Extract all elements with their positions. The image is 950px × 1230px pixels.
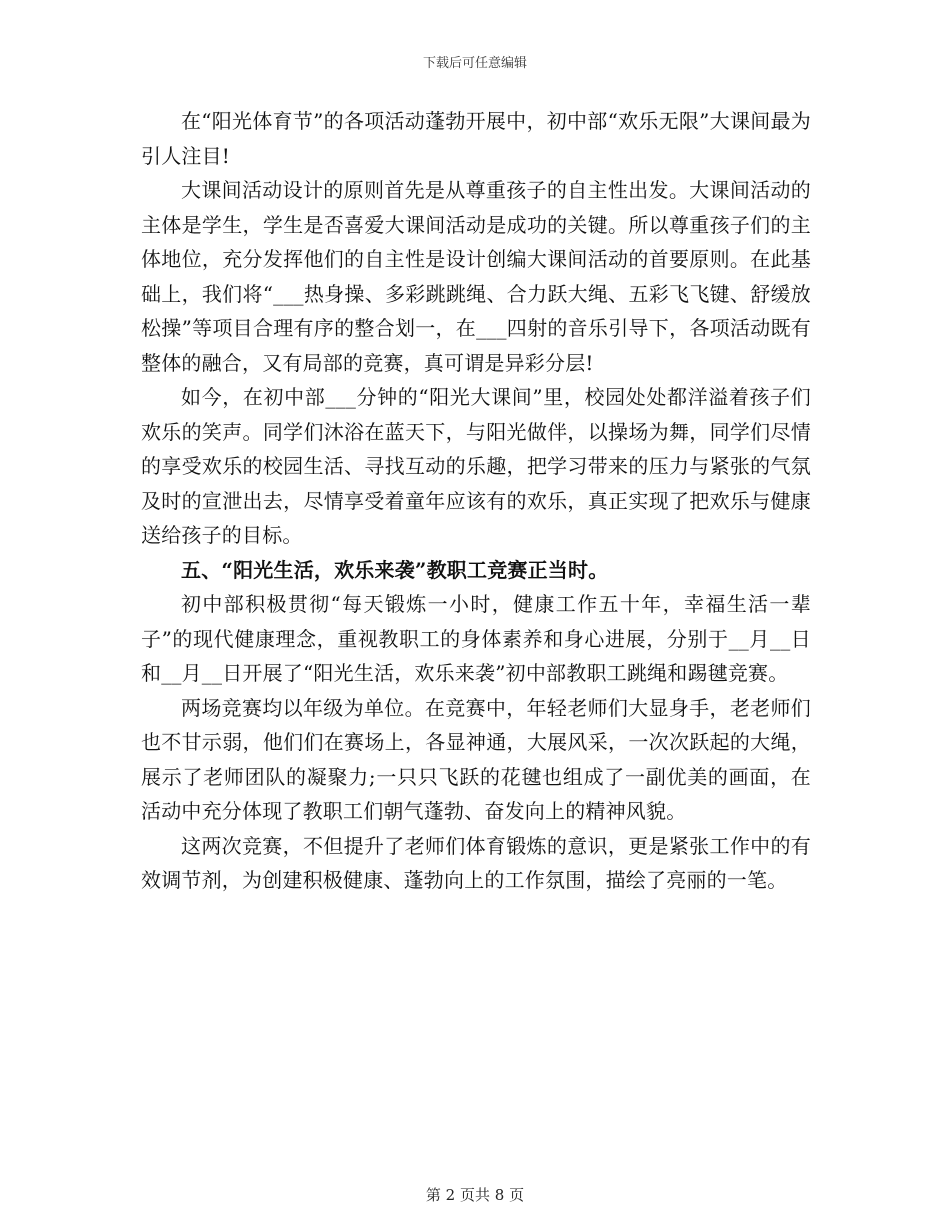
document-body [141, 104, 811, 898]
paragraph-5: 两场竞赛均以年级为单位。在竞赛中，年轻老师们大显身手，老老师们也不甘示弱，他们们在赛场上，各显神通，大展风采，一次次跃起的大绳，展示了老师团队的凝聚力;一只只飞跃的花毽也组成了一副优美的画面，在活动中充分体现了教职工们朝气蓬勃、奋发向上的精神风貌。 [141, 695, 811, 823]
paragraph-3: 如今，在初中部___分钟的“阳光大课间”里，校园处处都洋溢着孩子们欢乐的笑声。同学们沐浴在蓝天下，与阳光做伴，以操场为舞，同学们尽情的享受欢乐的校园生活、寻找互动的乐趣，把学习带来的压力与紧张的气氛及时的宣泄出去，尽情享受着童年应该有的欢乐，真正实现了把欢乐与健康送给孩子的目标。 [141, 385, 811, 547]
page-header: 下载后可任意编辑 [422, 56, 527, 71]
paragraph-2: 大课间活动设计的原则首先是从尊重孩子的自主性出发。大课间活动的主体是学生，学生是否喜爱大课间活动是成功的关键。所以尊重孩子们的主体地位，充分发挥他们的自主性是设计创编大课间活动的首要原则。在此基础上，我们将“___热身操、多彩跳跳绳、合力跃大绳、五彩飞飞键、舒缓放松操”等项目合理有序的整合划一，在___四射的音乐引导下，各项活动既有整体的融合，又有局部的竞赛，真可谓是异彩分层! [141, 178, 811, 375]
paragraph-1: 在“阳光体育节”的各项活动蓬勃开展中，初中部“欢乐无限”大课间最为引人注目! [141, 109, 811, 168]
paragraph-6: 这两次竞赛，不但提升了老师们体育锻炼的意识，更是紧张工作中的有效调节剂，为创建积极健康、蓬勃向上的工作氛围，描绘了亮丽的一笔。 [141, 833, 811, 892]
paragraph-4: 初中部积极贯彻“每天锻炼一小时，健康工作五十年，幸福生活一辈子”的现代健康理念，重视教职工的身体素养和身心进展，分别于__月__日和__月__日开展了“阳光生活，欢乐来袭”初中部教职工跳绳和踢毽竞赛。 [141, 592, 811, 685]
page-number: 第 2 页共 8 页 [425, 1186, 525, 1204]
section-heading: 五、“阳光生活，欢乐来袭”教职工竞赛正当时。 [181, 557, 609, 582]
